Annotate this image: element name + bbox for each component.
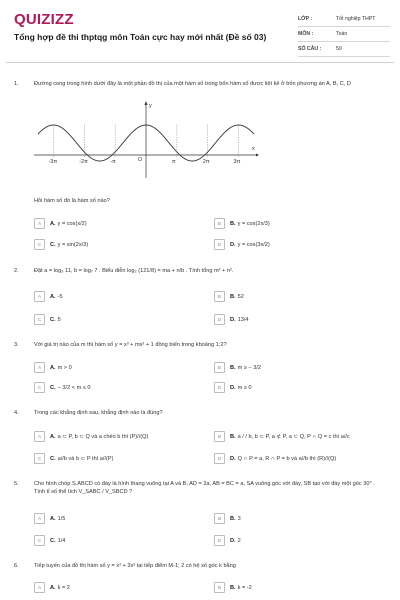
meta-value: Tốt nghiệp THPT — [336, 16, 376, 22]
option-box[interactable]: B — [214, 218, 225, 229]
function-graph — [30, 98, 260, 180]
y-axis-label: y — [149, 103, 152, 109]
option-box[interactable]: B — [214, 513, 225, 524]
option-text: y = cos(3x/2) — [237, 241, 270, 248]
question-subprompt: Hỏi hàm số đó là hàm số nào? — [34, 198, 110, 204]
option-a[interactable]: A A. a ⊂ P, b ⊂ Q và a chéo b thì (P)//(Q) — [34, 431, 148, 442]
meta-row-count — [298, 42, 390, 57]
option-box[interactable]: C — [34, 314, 45, 325]
question-stem: Cho hình chóp S.ABCD có đáy là hình thang vuông tại A và B, AD = 2a, AB = BC = a, SA vuông góc với đáy, SB tạo với đáy một góc 30° . Tính tỉ số thể tích V_SABC / V_SBCD ? — [34, 481, 375, 495]
option-text: a ⊂ P, b ⊂ Q và a chéo b thì (P)//(Q) — [57, 433, 149, 440]
option-d[interactable]: D D. Q ∩ P = a, R ∩ P = b và a//b thì (R)//(Q) — [214, 453, 336, 464]
option-a[interactable]: A A. k = 2 — [34, 582, 70, 593]
option-b[interactable]: B B. 3 — [214, 513, 241, 524]
option-a[interactable]: A A. 1/5 — [34, 513, 65, 524]
option-text: 3 — [237, 515, 241, 522]
option-b[interactable]: B B. 52 — [214, 291, 244, 302]
option-box[interactable]: A — [34, 431, 45, 442]
question-stem: Với giá trị nào của m thì hàm số y = x³ + mx² + 1 đồng biến trong khoảng 1;2? — [34, 342, 227, 348]
x-axis-arrow-icon — [256, 154, 259, 157]
option-box[interactable]: D — [214, 535, 225, 546]
option-box[interactable]: B — [214, 362, 225, 373]
option-box[interactable]: C — [34, 453, 45, 464]
option-text: k = -2 — [237, 584, 252, 591]
question-number: 1. — [14, 81, 19, 87]
option-box[interactable]: D — [214, 314, 225, 325]
option-text: 1/4 — [57, 537, 66, 544]
option-box[interactable]: A — [34, 513, 45, 524]
option-d[interactable]: D D. y = cos(3x/2) — [214, 239, 270, 250]
option-box[interactable]: B — [214, 431, 225, 442]
option-c[interactable]: C C. − 3/2 < m ≤ 0 — [34, 382, 91, 393]
option-text: m > 0 — [57, 364, 72, 371]
option-text: Q ∩ P = a, R ∩ P = b và a//b thì (R)//(Q) — [237, 455, 337, 462]
option-c[interactable]: C C. a//b và b ⊂ P thì a//(P) — [34, 453, 113, 464]
x-tick-label: -π — [110, 159, 116, 165]
option-a[interactable]: A A. y = cos(x/2) — [34, 218, 87, 229]
option-box[interactable]: A — [34, 218, 45, 229]
option-c[interactable]: C C. y = sin(2x/3) — [34, 239, 88, 250]
meta-label: LỚP : — [298, 16, 313, 22]
question-number: 5. — [14, 481, 19, 487]
option-a[interactable]: A A. -5 — [34, 291, 63, 302]
option-c[interactable]: C C. 5 — [34, 314, 61, 325]
option-box[interactable]: B — [214, 582, 225, 593]
x-tick-label: 3π — [233, 159, 241, 165]
x-axis-label: x — [252, 146, 255, 152]
quizizz-logo: QUIZIZZ — [14, 11, 74, 28]
x-tick-label: -3π — [48, 159, 58, 165]
option-b[interactable]: B B. y = cos(2x/3) — [214, 218, 270, 229]
option-b[interactable]: B B. a / / b, b ⊂ P, a ⊄ P, a ⊂ Q, P ∩ Q = c thì a//c — [214, 431, 350, 442]
option-b[interactable]: B B. k = -2 — [214, 582, 252, 593]
y-axis-arrow-icon — [145, 101, 148, 105]
option-text: m ≥ 0 — [237, 384, 252, 391]
meta-row-subject — [298, 27, 390, 42]
option-text: -5 — [57, 293, 63, 300]
question-number: 6. — [14, 563, 19, 569]
option-box[interactable]: D — [214, 453, 225, 464]
option-text: 2 — [237, 537, 241, 544]
x-tick-label: -2π — [79, 159, 88, 165]
option-d[interactable]: D D. m ≥ 0 — [214, 382, 252, 393]
option-b[interactable]: B B. m ≥ − 3/2 — [214, 362, 261, 373]
x-tick-group — [48, 125, 240, 165]
option-d[interactable]: D D. 2 — [214, 535, 241, 546]
option-d[interactable]: D D. 13/4 — [214, 314, 248, 325]
x-tick-label: 2π — [202, 159, 210, 165]
option-text: m ≥ − 3/2 — [237, 364, 262, 371]
meta-table — [298, 12, 390, 57]
header-divider — [6, 62, 394, 63]
meta-row-class — [298, 12, 390, 27]
option-box[interactable]: C — [34, 535, 45, 546]
option-text: − 3/2 < m ≤ 0 — [57, 384, 91, 391]
option-text: 13/4 — [237, 316, 249, 323]
option-box[interactable]: D — [214, 239, 225, 250]
question-number: 4. — [14, 410, 19, 416]
option-text: a//b và b ⊂ P thì a//(P) — [57, 455, 114, 462]
question-stem: Tiếp tuyến của đồ thị hàm số y = x³ + 3x² tại tiếp điểm M-1; 2 có hệ số góc k bằng — [34, 563, 236, 569]
meta-label: SỐ CÂU : — [298, 46, 322, 52]
option-text: y = sin(2x/3) — [57, 241, 89, 248]
option-box[interactable]: B — [214, 291, 225, 302]
option-text: a / / b, b ⊂ P, a ⊄ P, a ⊂ Q, P ∩ Q = c thì a//c — [237, 433, 350, 440]
option-c[interactable]: C C. 1/4 — [34, 535, 65, 546]
option-box[interactable]: A — [34, 582, 45, 593]
option-text: k = 2 — [57, 584, 70, 591]
option-text: 52 — [237, 293, 244, 300]
question-stem: Trong các khẳng định sau, khẳng định nào là đúng? — [34, 410, 163, 416]
option-box[interactable]: A — [34, 291, 45, 302]
meta-value: 50 — [336, 46, 342, 52]
origin-label: O — [138, 157, 143, 163]
question-stem: Đặt a = log₃ 11, b = log₇ 7 . Biểu diễn log₂ (121/8) = ma + n/b . Tính tổng m² + n². — [34, 268, 234, 274]
question-number: 3. — [14, 342, 19, 348]
option-box[interactable]: C — [34, 239, 45, 250]
option-text: y = cos(2x/3) — [237, 220, 270, 227]
option-text: 5 — [57, 316, 61, 323]
meta-label: MÔN : — [298, 31, 314, 37]
option-box[interactable]: A — [34, 362, 45, 373]
page-title: Tổng hợp đề thi thptqg môn Toán cực hay mới nhất (Đề số 03) — [14, 32, 267, 42]
option-box[interactable]: C — [34, 382, 45, 393]
option-text: 1/5 — [57, 515, 66, 522]
meta-value: Toán — [336, 31, 348, 37]
question-number: 2. — [14, 268, 19, 274]
option-a[interactable]: A A. m > 0 — [34, 362, 72, 373]
option-box[interactable]: D — [214, 382, 225, 393]
option-text: y = cos(x/2) — [57, 220, 87, 227]
question-stem: Đường cong trong hình dưới đây là một phần đồ thị của một hàm số trong bốn hàm số được liệt kê ở bốn phương án A, B, C, D — [34, 81, 351, 87]
x-tick-label: π — [171, 159, 176, 165]
